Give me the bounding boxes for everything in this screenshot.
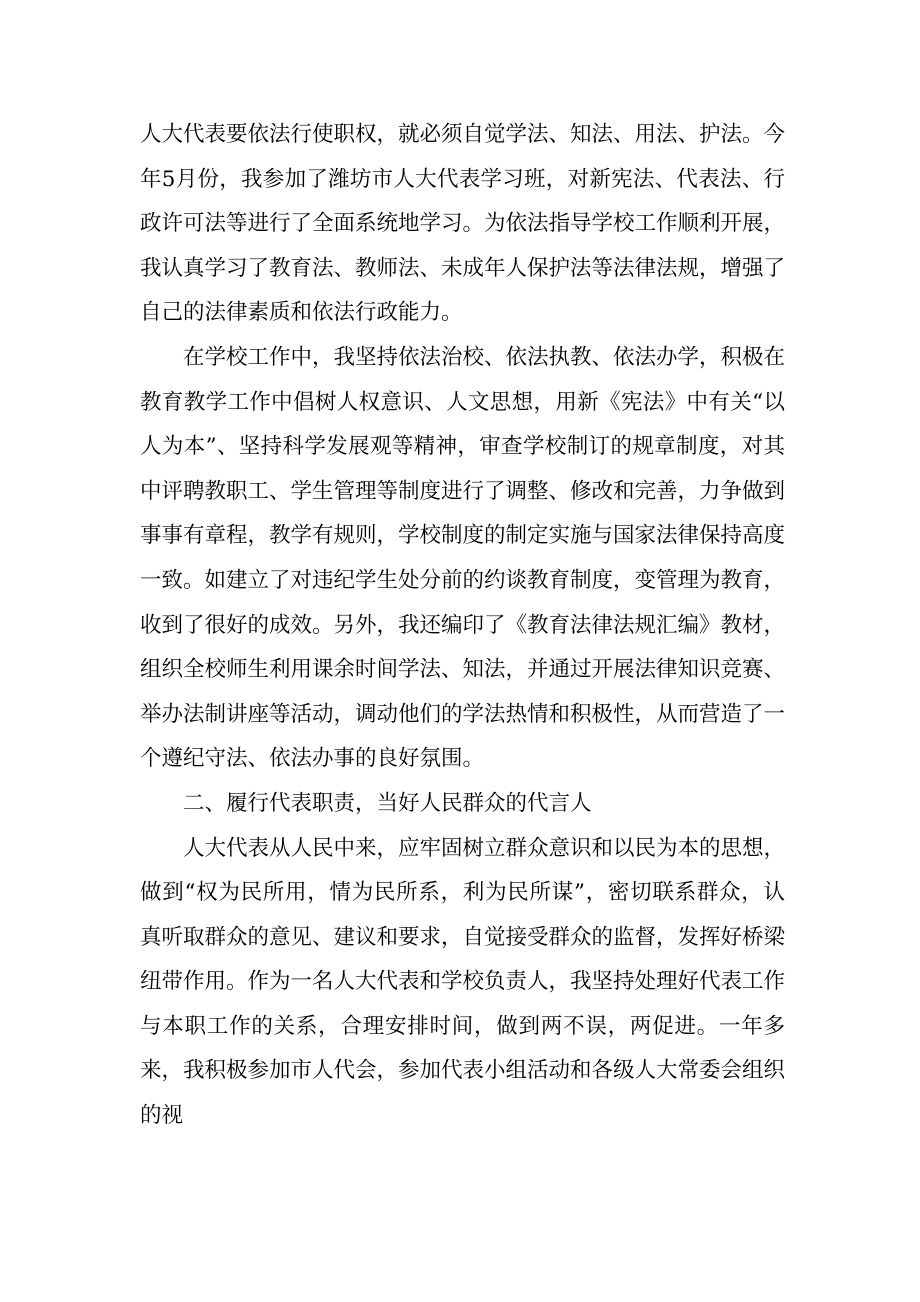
paragraph-2: 在学校工作中，我坚持依法治校、依法执教、依法办学，积极在教育教学工作中倡树人权意识、人文思想，用新《宪法》中有关“以人为本”、坚持科学发展观等精神，审查学校制订的规章制度，对其中评聘教职工、学生管理等制度进行了调整、修改和完善，力争做到事事有章程，教学有规则，学校制度的制定实施与国家法律保持高度一致。如建立了对违纪学生处分前的约谈教育制度，变管理为教育，收到了很好的成效。另外，我还编印了《教育法律法规汇编》教材，组织全校师生利用课余时间学法、知法，并通过开展法律知识竞赛、举办法制讲座等活动，调动他们的学法热情和积极性，从而营造了一个遵纪守法、依法办事的良好氛围。 <box>140 344 786 772</box>
paragraph-1: 人大代表要依法行使职权，就必须自觉学法、知法、用法、护法。今年5月份，我参加了潍坊市人大代表学习班，对新宪法、代表法、行政许可法等进行了全面系统地学习。为依法指导学校工作顺利开展，我认真学习了教育法、教师法、未成年人保护法等法律法规，增强了自己的法律素质和依法行政能力。 <box>140 122 786 326</box>
section-heading: 二、履行代表职责，当好人民群众的代言人 <box>183 790 592 816</box>
paragraph-3: 人大代表从人民中来，应牢固树立群众意识和以民为本的思想，做到“权为民所用，情为民所系，利为民所谋”，密切联系群众，认真听取群众的意见、建议和要求，自觉接受群众的监督，发挥好桥梁纽带作用。作为一名人大代表和学校负责人，我坚持处理好代表工作与本职工作的关系，合理安排时间，做到两不误，两促进。一年多来，我积极参加市人代会，参加代表小组活动和各级人大常委会组织的视 <box>140 835 786 1129</box>
document-page <box>140 113 785 1139</box>
